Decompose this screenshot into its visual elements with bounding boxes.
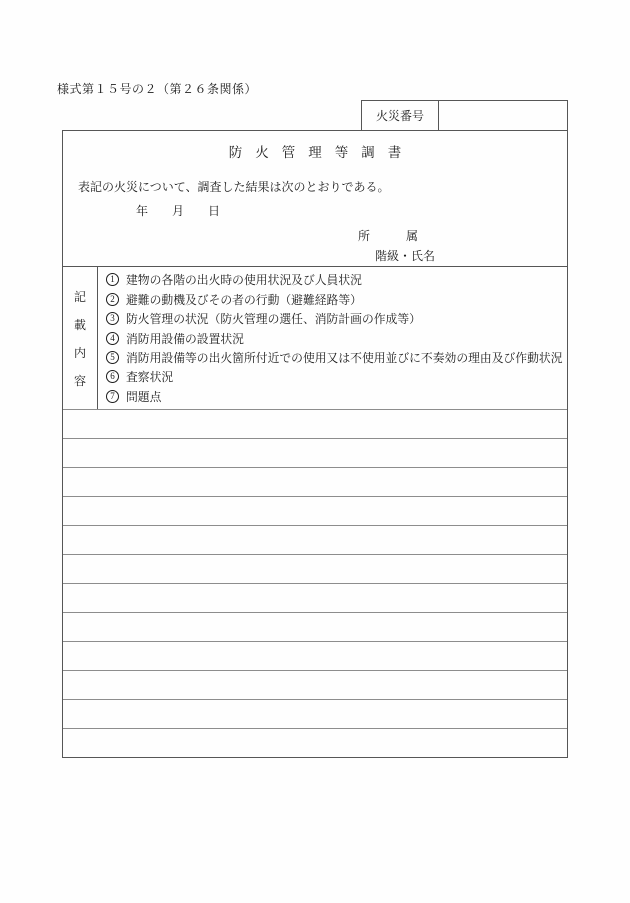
entry-item-5 <box>106 349 565 366</box>
blank-row[interactable] <box>63 438 567 467</box>
circled-number-icon: 2 <box>106 293 119 306</box>
blank-row[interactable] <box>63 670 567 699</box>
entry-section-side-label <box>63 267 98 409</box>
fire-number-value-cell[interactable] <box>439 101 567 130</box>
entry-item-text: 問題点 <box>126 389 162 404</box>
form-title: 防火管理等調書 <box>228 145 415 160</box>
side-label-char: 容 <box>73 373 86 388</box>
blank-row[interactable] <box>63 612 567 641</box>
blank-row[interactable] <box>63 583 567 612</box>
circled-number-icon: 5 <box>106 351 119 364</box>
entry-item-4 <box>106 330 565 347</box>
side-label-char: 内 <box>73 345 86 360</box>
circled-number-icon: 7 <box>106 390 119 403</box>
affiliation-label: 所 属 <box>358 229 419 243</box>
fire-number-label: 火災番号 <box>362 101 439 130</box>
side-label-char: 載 <box>73 317 86 332</box>
entry-item-text: 建物の各階の出火時の使用状況及び人員状況 <box>126 273 362 288</box>
entry-items-section <box>63 266 567 409</box>
circled-number-icon: 1 <box>106 273 119 286</box>
circled-number-icon: 4 <box>106 332 119 345</box>
entry-item-6 <box>106 368 565 385</box>
entry-item-7 <box>106 388 565 405</box>
blank-entry-rows <box>63 409 567 757</box>
entry-item-text: 消防用設備等の出火箇所付近での使用又は不使用並びに不奏効の理由及び作動状況 <box>126 350 563 365</box>
entry-item-text: 避難の動機及びその者の行動（避難経路等） <box>126 292 362 307</box>
blank-row[interactable] <box>63 467 567 496</box>
side-label-char: 記 <box>73 289 86 304</box>
fire-number-box <box>361 100 568 131</box>
date-line: 年 月 日 <box>136 204 221 218</box>
rank-name-label: 階級・氏名 <box>375 249 436 263</box>
blank-row[interactable] <box>63 525 567 554</box>
entry-items-list <box>98 267 567 409</box>
form-number-label: 様式第１５号の２（第２６条関係） <box>57 82 258 96</box>
blank-row[interactable] <box>63 554 567 583</box>
circled-number-icon: 6 <box>106 370 119 383</box>
blank-row[interactable] <box>63 699 567 728</box>
form-header-cell <box>63 131 567 266</box>
blank-row[interactable] <box>63 728 567 757</box>
survey-form-table <box>62 130 568 758</box>
blank-row[interactable] <box>63 496 567 525</box>
circled-number-icon: 3 <box>106 312 119 325</box>
entry-item-text: 防火管理の状況（防火管理の選任、消防計画の作成等） <box>126 312 421 327</box>
statement-text: 表記の火災について、調査した結果は次のとおりである。 <box>78 180 390 194</box>
entry-item-3 <box>106 310 565 327</box>
blank-row[interactable] <box>63 409 567 438</box>
entry-item-1 <box>106 271 565 288</box>
blank-row[interactable] <box>63 641 567 670</box>
entry-item-text: 査察状況 <box>126 370 174 385</box>
entry-item-2 <box>106 291 565 308</box>
entry-item-text: 消防用設備の設置状況 <box>126 331 244 346</box>
